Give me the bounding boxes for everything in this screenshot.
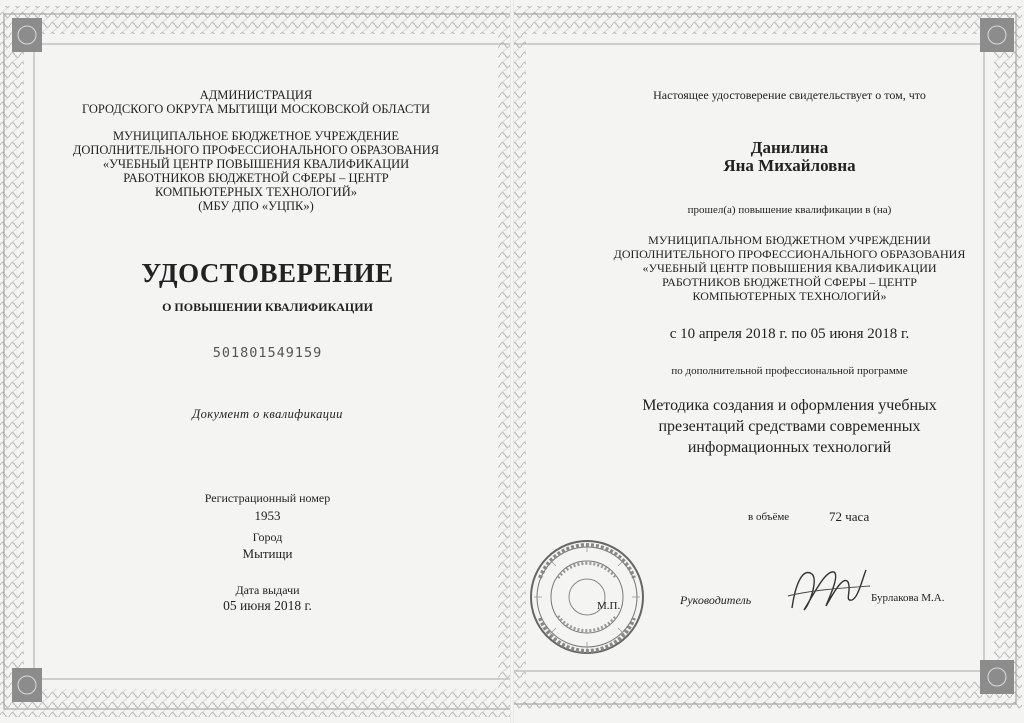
organization-line: «УЧЕБНЫЙ ЦЕНТР ПОВЫШЕНИЯ КВАЛИФИКАЦИИ	[642, 261, 937, 275]
institution-name	[0, 129, 512, 213]
seal-label: М.П.	[597, 600, 621, 612]
volume-hours: 72 часа	[829, 509, 870, 524]
program-label: по дополнительной профессиональной программе	[671, 365, 908, 377]
certificate-title: УДОСТОВЕРЕНИЕ	[141, 258, 394, 288]
institution-line: МУНИЦИПАЛЬНОЕ БЮДЖЕТНОЕ УЧРЕЖДЕНИЕ	[112, 129, 400, 143]
issue-date-label: Дата выдачи	[235, 583, 300, 597]
passed-text: прошел(а) повышение квалификации в (на)	[687, 204, 892, 216]
document-type: Документ о квалификации	[192, 407, 343, 421]
city-label: Город	[252, 530, 283, 544]
institution-line: «УЧЕБНЫЙ ЦЕНТР ПОВЫШЕНИЯ КВАЛИФИКАЦИИ	[102, 157, 410, 171]
registration-number: 1953	[254, 508, 281, 523]
certifies-text: Настоящее удостоверение свидетельствует о том, что	[653, 88, 926, 102]
registration-label: Регистрационный номер	[204, 491, 331, 505]
institution-line: (МБУ ДПО «УЦПК»)	[198, 199, 314, 213]
head-label: Руководитель	[680, 593, 752, 607]
program-line: презентаций средствами современных	[658, 418, 921, 435]
serial-number: 501801549159	[212, 345, 323, 361]
institution-line: ДОПОЛНИТЕЛЬНОГО ПРОФЕССИОНАЛЬНОГО ОБРАЗОВАНИЯ	[72, 143, 440, 157]
head-signature	[782, 560, 872, 620]
administration-line: ГОРОДСКОГО ОКРУГА МЫТИЩИ МОСКОВСКОЙ ОБЛАСТИ	[81, 102, 431, 116]
administration-line: АДМИНИСТРАЦИЯ	[199, 88, 313, 102]
official-seal-stamp	[528, 538, 646, 656]
issue-date: 05 июня 2018 г.	[223, 598, 312, 613]
holder-surname: Данилина	[750, 138, 829, 157]
city: Мытищи	[242, 546, 293, 561]
program-title	[512, 395, 1024, 458]
organization-name	[512, 233, 1024, 303]
program-line: информационных технологий	[687, 439, 892, 456]
organization-line: ДОПОЛНИТЕЛЬНОГО ПРОФЕССИОНАЛЬНОГО ОБРАЗОВАНИЯ	[613, 247, 966, 261]
volume-label: в объёме	[748, 511, 790, 523]
organization-line: КОМПЬЮТЕРНЫХ ТЕХНОЛОГИЙ»	[692, 289, 887, 303]
administration-header	[0, 88, 512, 116]
certificate-subtitle: О ПОВЫШЕНИИ КВАЛИФИКАЦИИ	[162, 300, 373, 314]
training-period: с 10 апреля 2018 г. по 05 июня 2018 г.	[669, 326, 910, 342]
program-line: Методика создания и оформления учебных	[642, 397, 937, 414]
holder-given-names: Яна Михайловна	[723, 156, 856, 175]
institution-line: РАБОТНИКОВ БЮДЖЕТНОЙ СФЕРЫ – ЦЕНТР	[123, 171, 389, 185]
organization-line: РАБОТНИКОВ БЮДЖЕТНОЙ СФЕРЫ – ЦЕНТР	[662, 275, 917, 289]
institution-line: КОМПЬЮТЕРНЫХ ТЕХНОЛОГИЙ»	[155, 185, 357, 199]
head-name: Бурлакова М.А.	[871, 592, 945, 604]
organization-line: МУНИЦИПАЛЬНОМ БЮДЖЕТНОМ УЧРЕЖДЕНИИ	[648, 233, 931, 247]
